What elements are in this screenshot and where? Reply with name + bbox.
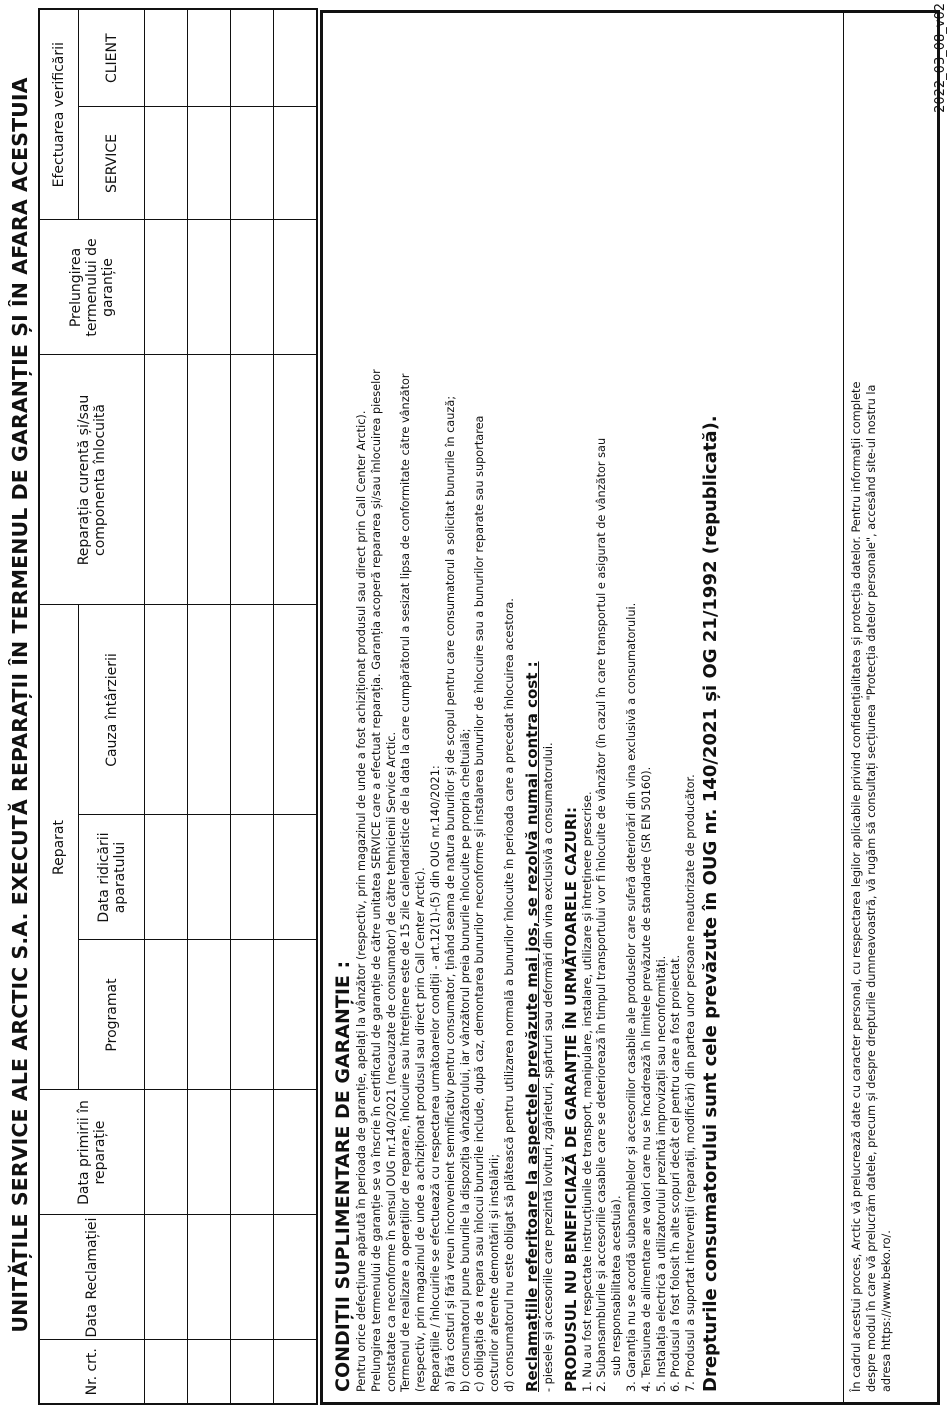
header-reparatia-curenta: Reparația curentă și/sau componenta înlocuită xyxy=(39,355,145,605)
privacy-line: adresa https://www.beko.ro/. xyxy=(879,1230,893,1392)
table-row xyxy=(231,9,274,1404)
conditions-line: Prelungirea termenului de garanție se va înscrie în certificatul de garanție de către unitatea SERVICE care a efectuat reparația. Garanția acoperă repararea și/sau înlocuirea pieselor xyxy=(369,369,383,1392)
header-cauza: Cauza întârzierii xyxy=(79,605,145,815)
table-row xyxy=(145,9,188,1404)
header-efectuarea-group: Efectuarea verificării xyxy=(39,9,79,220)
conditions-line: Termenul de realizare a operațiilor de reparare, înlocuire sau întreținere este de 15 zile calendaristice de la data la care cumpărătorul a sesizat lipsa de conformitate către vânzător xyxy=(399,373,413,1392)
header-client: CLIENT xyxy=(79,9,145,107)
header-programat: Programat xyxy=(79,940,145,1090)
conditions-line: b) consumatorul pune bunurile la dispoziția vânzătorului, iar vânzătorul preia bunurile înlocuite pe propria cheltuială; xyxy=(458,728,472,1392)
header-reparat-group: Reparat xyxy=(39,605,79,1090)
consumer-rights-line: Drepturile consumatorului sunt cele prevăzute în OUG nr. 140/2021 și OG 21/1992 (republicată). xyxy=(699,415,721,1392)
header-prelungirea: Prelungirea termenului de garanție xyxy=(39,220,145,355)
conditions-line: costurilor aferente demontării și instalării; xyxy=(488,1154,502,1392)
conditions-section xyxy=(329,32,837,1392)
conditions-line: d) consumatorul nu este obligat să plătească pentru utilizarea normală a bunurilor înlocuite în perioada care a precedat înlocuirea acestora. xyxy=(502,598,516,1392)
privacy-line: despre modul în care vă prelucrăm datele, precum și despre drepturile dumneavoastră, vă rugăm să consultați secțiunea "Protecția datelor personale", accesând site-ul nostru la xyxy=(864,384,878,1392)
header-data-ridicarii: Data ridicării aparatului xyxy=(79,815,145,940)
exclusion-item: 4. Tensiunea de alimentare are valori care nu se încadrează în limitele prevăzute de standarde (SR EN 50160). xyxy=(639,766,653,1392)
exclusion-item: 6. Produsul a fost folosit în alte scopuri decât cel pentru care a fost proiectat. xyxy=(669,954,683,1392)
conditions-heading: CONDIȚII SUPLIMENTARE DE GARANȚIE : xyxy=(332,960,354,1392)
header-nr-crt: Nr. crt. xyxy=(39,1340,145,1404)
exclusion-item: 1. Nu au fost respectate instrucțiunile de transport, manipulare, instalare, utilizare și întreținere prescrise. xyxy=(580,791,594,1392)
reclamatii-line: - piesele și accesoriile care prezintă lovituri, zgârieturi, spărturi sau deformări din vina exclusivă a consumatorului. xyxy=(541,742,555,1392)
exclusion-item: 3. Garanția nu se acordă subansamblelor și accesoriilor casabile ale produselor care suferă deteriorări din vina exclusivă a consumatorului. xyxy=(624,602,638,1392)
header-data-reclamatiei: Data Reclamației xyxy=(39,1215,145,1340)
exclusion-item: 5. Instalația electrică a utilizatorului prezintă improvizații sau neconformități. xyxy=(654,955,668,1392)
nu-beneficiaza-heading: PRODUSUL NU BENEFICIAZĂ DE GARANȚIE ÎN URMĂTOARELE CAZURI: xyxy=(561,807,580,1392)
conditions-line: a) fără costuri și fără vreun inconvenient semnificativ pentru consumator, ținând seama de natura bunurilor și de scopul pentru care consumatorul a solicitat bunurile în cauză; xyxy=(443,395,457,1392)
conditions-line: Pentru orice defecțiune apărută în perioada de garanție, apelați la vânzător (respectiv, prin magazinul de unde a fost achiziționat produsul sau direct prin Call Center Arctic). xyxy=(355,410,368,1392)
page-title: UNITĂȚILE SERVICE ALE ARCTIC S.A. EXECUTĂ REPARAȚII ÎN TERMENUL DE GARANȚIE ȘI ÎN AFARA ACESTUIA xyxy=(8,77,32,1333)
exclusion-item: 7. Produsul a suportat intervenții (reparații, modificări) din partea unor persoane neautorizate de producător. xyxy=(684,774,698,1392)
conditions-line: constatate ca neconforme în sensul OUG nr.140/2021 (necauzate de consumator) de către tehnicienii Service Arctic. xyxy=(384,731,398,1392)
repair-table xyxy=(38,8,318,1405)
table-row xyxy=(188,9,231,1404)
document-version-code: 2022_03_08_v02 xyxy=(933,3,948,113)
conditions-box xyxy=(320,10,940,1405)
conditions-line: c) obligația de a repara sau înlocui bunurile include, după caz, demontarea bunurilor neconforme și instalarea bunurilor de înlocuire sau a bunurilor reparate sau suportarea xyxy=(473,415,487,1392)
reclamatii-heading: Reclamațiile referitoare la aspectele prevăzute mai jos, se rezolvă numai contra cost : xyxy=(522,661,541,1392)
conditions-line: (respectiv, prin magazinul de unde a achiziționat produsul sau direct prin Call Center Arctic). xyxy=(414,867,428,1392)
divider xyxy=(843,13,844,1402)
privacy-section xyxy=(850,22,894,1392)
table-row xyxy=(274,9,318,1404)
header-service: SERVICE xyxy=(79,107,145,220)
exclusion-item: 2. Subansamblurile și accesoriile casabile care se deteriorează în timpul transportului vor fi înlocuite de vânzător (în cazul în care transportul e asigurat de vânzător sau xyxy=(595,437,609,1392)
exclusion-item: sub responsabilitatea acestuia). xyxy=(610,1195,624,1376)
header-data-primirii: Data primirii în reparație xyxy=(39,1090,145,1215)
conditions-line: Reparațiile / înlocuirile se efectuează cu respectarea următoarelor condiții - art.12(1)-(5) din OUG nr.140/2021: xyxy=(428,765,442,1392)
privacy-line: În cadrul acestui proces, Arctic vă prelucrează date cu caracter personal, cu respectarea legilor aplicabile privind confidențialitatea și protecția datelor. Pentru informații complete xyxy=(850,381,863,1392)
